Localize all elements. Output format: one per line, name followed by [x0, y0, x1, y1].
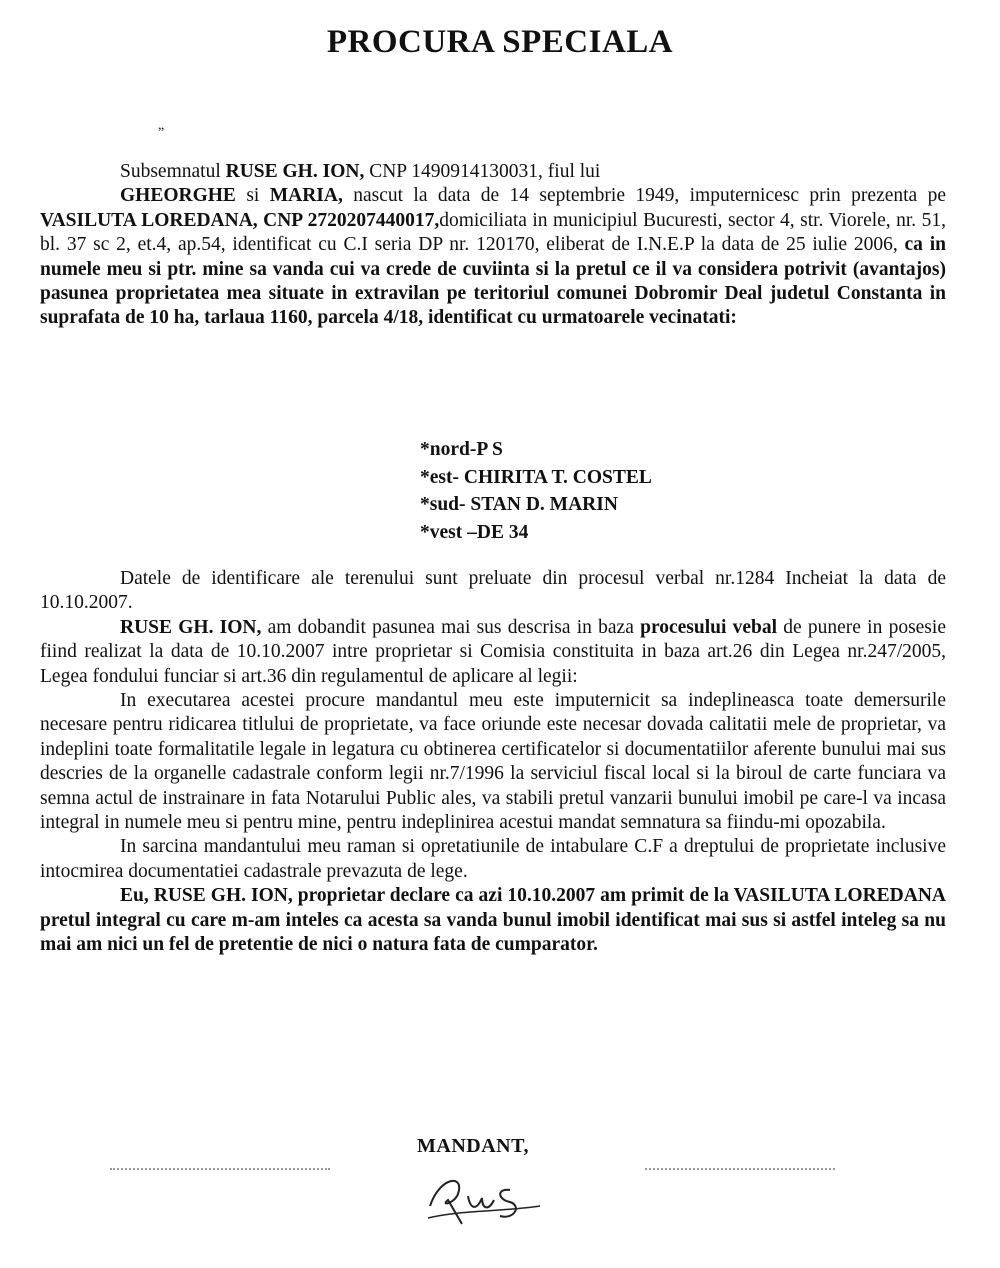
neighbour-west: *vest –DE 34: [420, 521, 529, 543]
grantor-name: RUSE GH. ION,: [120, 616, 262, 638]
text: nascut la data de 14 septembrie 1949, imputernicesc prin prezenta pe: [342, 185, 946, 207]
mandant-label: MANDANT,: [417, 1135, 529, 1157]
text: domiciliata in municipiul Bucuresti, sector 4, str. Viorele, nr. 51, bl. 37 sc 2, et.4, ap.54, identificat cu C.I seria DP nr. 120170, eliberat de I.N.E.P la data de 25 iulie 2006,: [40, 209, 946, 256]
dotted-line-left: [110, 1168, 330, 1170]
first-line: [40, 160, 946, 184]
mother-name: MARIA,: [269, 185, 343, 207]
text: si: [235, 185, 270, 207]
grantor-name: RUSE GH. ION,: [225, 161, 365, 182]
text: am dobandit pasunea mai sus descrisa in baza: [261, 616, 641, 638]
document-title: PROCURA SPECIALA: [326, 24, 674, 60]
father-name: GHEORGHE: [120, 185, 236, 207]
grantee-name: VASILUTA LOREDANA, CNP 2720207440017,: [40, 209, 440, 231]
body-lower: [40, 567, 946, 958]
paragraph-2: Datele de identificare ale terenului sunt preluate din procesul verbal nr.1284 Incheiat la data de 10.10.2007.: [40, 568, 946, 614]
neighbours-list: [420, 436, 652, 546]
text: de punere in posesie fiind realizat la data de 10.10.2007 intre proprietar si Comisia constituita in baza art.26 din Legea nr.247/2005, Legea fondului funciar si art.36 din regulamentul de aplicare al legii:: [40, 616, 946, 687]
record-name: procesului vebal: [640, 616, 778, 638]
neighbour-east: *est- CHIRITA T. COSTEL: [420, 466, 652, 488]
neighbour-south: *sud- STAN D. MARIN: [420, 494, 618, 515]
handwritten-signature: [410, 1166, 560, 1230]
stray-mark: „: [158, 118, 165, 133]
text: CNP 1490914130031, fiul lui: [364, 161, 601, 182]
paragraph-6: Eu, RUSE GH. ION, proprietar declare ca azi 10.10.2007 am primit de la VASILUTA LOREDANA pretul integral cu care m-am inteles ca acesta sa vanda bunul imobil identificat mai sus si astfel inteleg sa nu mai am nici un fel de pretentie de nici o natura fata de cumparator.: [40, 885, 946, 956]
paragraph-3: [40, 616, 946, 689]
paragraph-4: In executarea acestei procure mandantul meu este imputernicit sa indeplineasca toate demersurile necesare pentru ridicarea titlului de proprietate, va face oriunde este necesar dovada calitatii mele de proprietar, va indeplini toate formalitatile legale in legatura cu obtinerea certificatelor si documentatiilor aferente bunului mai sus descries de la organelle cadastrale conform legii nr.7/1996 la serviciul fiscal local si la biroul de carte funciara va semna actul de instrainare in fata Notarului Public ales, va stabili pretul vanzarii bunului imobil pe care-l va incasa integral in numele meu si pentru mine, pentru indeplinirea acestui mandat semnatura sa fiindu-mi opozabila.: [40, 690, 946, 834]
neighbour-north: *nord-P S: [420, 439, 503, 460]
text: Subsemnatul: [120, 161, 226, 182]
dotted-line-right: [645, 1168, 835, 1170]
paragraph-5: In sarcina mandantului meu raman si opretatiunile de intabulare C.F a dreptului de proprietate inclusive intocmirea documentatiei cadastrale prevazuta de lege.: [40, 836, 946, 882]
mandate-clause: ca in numele meu si ptr. mine sa vanda cui va crede de cuviinta si la pretul ce il va considera potrivit (avantajos) pasunea proprietatea mea situate in extravilan pe teritoriul comunei Dobromir Deal judetul Constanta in suprafata de 10 ha, tarlaua 1160, parcela 4/18, identificat cu urmatoarele vecinatati:: [40, 234, 946, 329]
paragraph-1: [40, 160, 946, 331]
